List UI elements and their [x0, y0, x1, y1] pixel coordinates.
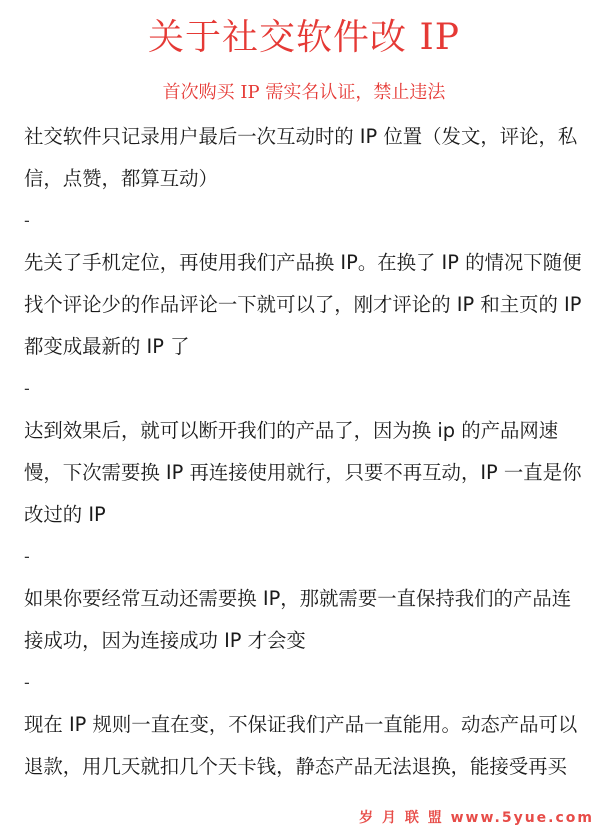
- paragraph: 达到效果后，就可以断开我们的产品了，因为换 ip 的产品网速慢，下次需要换 IP 再连接使用就行，只要不再互动，IP 一直是你改过的 IP: [24, 419, 582, 526]
- separator: -: [24, 673, 30, 692]
- site-watermark: 岁 月 联 盟 www.5yue.com: [359, 810, 594, 826]
- paragraph: 社交软件只记录用户最后一次互动时的 IP 位置（发文，评论，私信，点赞，都算互动）: [24, 125, 578, 190]
- separator: -: [24, 547, 30, 566]
- document-title: 关于社交软件改 IP: [148, 17, 460, 58]
- separator: -: [24, 379, 30, 398]
- document-subtitle: 首次购买 IP 需实名认证，禁止违法: [162, 82, 446, 103]
- separator: -: [24, 211, 30, 230]
- paragraph: 先关了手机定位，再使用我们产品换 IP。在换了 IP 的情况下随便找个评论少的作品评论一下就可以了，刚才评论的 IP 和主页的 IP 都变成最新的 IP 了: [24, 251, 582, 358]
- paragraph: 如果你要经常互动还需要换 IP，那就需要一直保持我们的产品连接成功，因为连接成功 IP 才会变: [24, 587, 572, 652]
- document-body: [24, 116, 590, 788]
- paragraph: 现在 IP 规则一直在变，不保证我们产品一直能用。动态产品可以退款，用几天就扣几个天卡钱，静态产品无法退换，能接受再买: [24, 713, 578, 778]
